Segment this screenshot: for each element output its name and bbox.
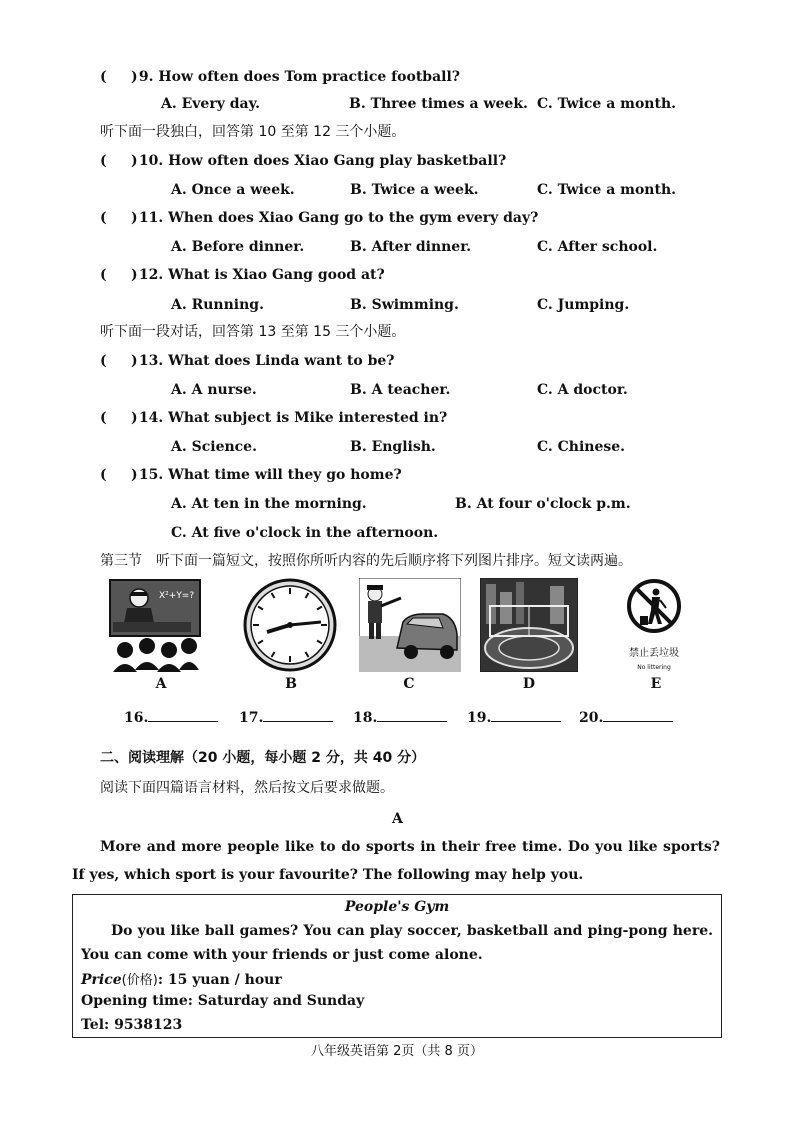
picture-a-label: A — [155, 676, 167, 692]
q10-option-b: B. Twice a week. — [350, 182, 479, 198]
question-11: ( ) 11. When does Xiao Gang go to the gym every day? — [100, 210, 539, 226]
question-13: ( ) 13. What does Linda want to be? — [100, 353, 395, 369]
picture-d-playground — [480, 578, 578, 672]
dialogue-instruction: 听下面一段对话，回答第 13 至第 15 三个小题。 — [100, 324, 406, 340]
picture-b-label: B — [285, 676, 297, 692]
monologue-instruction: 听下面一段独白，回答第 10 至第 12 三个小题。 — [100, 124, 406, 140]
q14-option-c: C. Chinese. — [537, 439, 626, 455]
picture-b-clock — [243, 578, 337, 672]
section3-instruction: 第三节 听下面一篇短文，按照你所听内容的先后顺序将下列图片排序。短文读两遍。 — [100, 553, 632, 569]
answer-blank-17[interactable]: 17. — [239, 708, 333, 726]
q12-option-b: B. Swimming. — [350, 297, 459, 313]
question-14: ( ) 14. What subject is Mike interested in? — [100, 410, 448, 426]
answer-paren[interactable]: ( ) — [100, 267, 138, 283]
page-footer: 八年级英语第 2页（共 8 页） — [311, 1044, 483, 1059]
answer-paren[interactable]: ( ) — [100, 210, 138, 226]
q9-option-b: B. Three times a week. — [349, 96, 528, 112]
question-12: ( ) 12. What is Xiao Gang good at? — [100, 267, 385, 283]
q9-option-a: A. Every day. — [161, 96, 260, 112]
q14-option-b: B. English. — [350, 439, 436, 455]
gym-info-box — [72, 894, 722, 1038]
sign-cn-text: 禁止丢垃圾 — [629, 648, 679, 659]
picture-c-traffic — [359, 578, 461, 672]
q13-option-a: A. A nurse. — [171, 382, 257, 398]
board-text: X²+Y=? — [159, 591, 195, 601]
q12-option-c: C. Jumping. — [537, 297, 630, 313]
q10-option-a: A. Once a week. — [171, 182, 295, 198]
question-10: ( ) 10. How often does Xiao Gang play basketball? — [100, 153, 507, 169]
gym-opening-time: Opening time: Saturday and Sunday — [81, 993, 365, 1009]
part2-title: 二、阅读理解（20 小题，每小题 2 分，共 40 分） — [100, 750, 426, 766]
answer-blank-16[interactable]: 16. — [124, 708, 218, 726]
answer-paren[interactable]: ( ) — [100, 153, 138, 169]
q15-option-c: C. At five o'clock in the afternoon. — [171, 525, 439, 541]
part2-instruction: 阅读下面四篇语言材料，然后按文后要求做题。 — [100, 780, 394, 796]
gym-body: Do you like ball games? You can play soccer, basketball and ping-pong here. You can come with your friends or just come alone. — [81, 923, 713, 963]
picture-d-label: D — [522, 676, 536, 692]
q13-option-b: B. A teacher. — [350, 382, 451, 398]
q12-option-a: A. Running. — [171, 297, 264, 313]
answer-paren[interactable]: ( ) — [100, 69, 138, 85]
passage-label: A — [392, 811, 403, 827]
q13-option-c: C. A doctor. — [537, 382, 628, 398]
question-9: ( ) 9. How often does Tom practice football? — [100, 69, 460, 85]
answer-paren[interactable]: ( ) — [100, 353, 138, 369]
question-15: ( ) 15. What time will they go home? — [100, 467, 402, 483]
q11-option-c: C. After school. — [537, 239, 658, 255]
q10-option-c: C. Twice a month. — [537, 182, 676, 198]
gym-price: Price(价格): 15 yuan / hour — [81, 972, 282, 988]
answer-blank-20[interactable]: 20. — [579, 708, 673, 726]
answer-blank-18[interactable]: 18. — [353, 708, 447, 726]
q11-option-b: B. After dinner. — [350, 239, 472, 255]
picture-c-label: C — [403, 676, 415, 692]
q14-option-a: A. Science. — [171, 439, 257, 455]
q9-option-c: C. Twice a month. — [537, 96, 676, 112]
picture-a-classroom — [109, 578, 201, 672]
q11-option-a: A. Before dinner. — [171, 239, 305, 255]
gym-tel: Tel: 9538123 — [81, 1017, 183, 1033]
answer-paren[interactable]: ( ) — [100, 410, 138, 426]
answer-blank-19[interactable]: 19. — [467, 708, 561, 726]
passage-intro: More and more people like to do sports in their free time. Do you like sports? If yes, which sport is your favourite? The following may help you. — [72, 839, 720, 883]
q15-option-b: B. At four o'clock p.m. — [455, 496, 631, 512]
picture-e-no-littering-sign — [612, 578, 698, 672]
answer-paren[interactable]: ( ) — [100, 467, 138, 483]
q15-option-a: A. At ten in the morning. — [171, 496, 367, 512]
sign-en-text: No littering — [637, 664, 671, 671]
gym-title: People's Gym — [344, 899, 450, 915]
picture-e-label: E — [650, 676, 662, 692]
